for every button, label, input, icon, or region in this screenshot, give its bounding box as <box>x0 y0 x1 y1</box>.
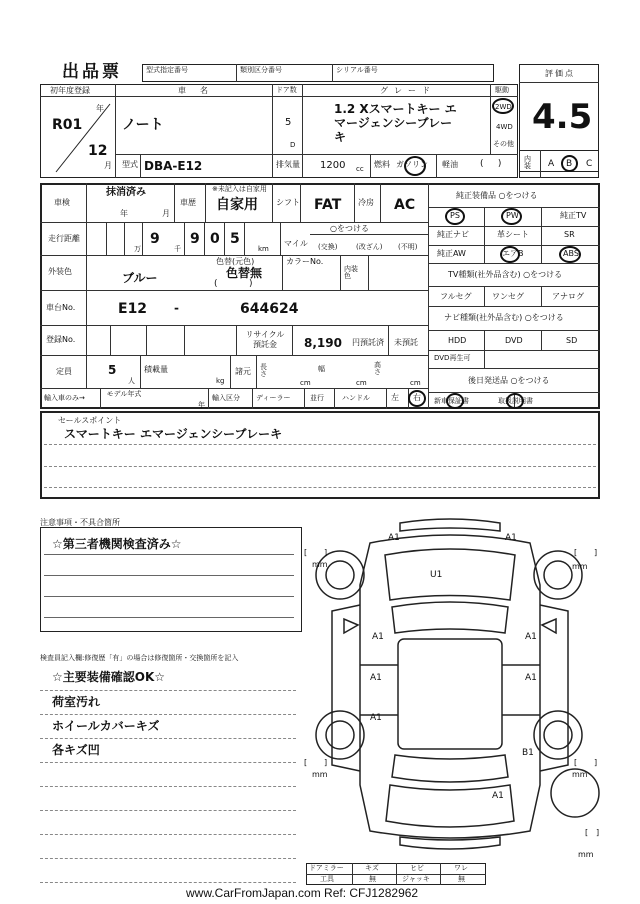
mark-left-front-door: A1 <box>372 632 384 642</box>
svg-text:[: [ <box>574 548 578 557</box>
svg-text:]: ] <box>594 548 598 557</box>
drive-other: その他 <box>493 140 514 148</box>
parallel-label: 並行 <box>310 394 324 402</box>
interior-a: A <box>548 159 555 169</box>
legend-crack: ヒビ <box>410 864 424 872</box>
mark-front-bumper-right: A1 <box>505 533 517 543</box>
model-label: 型式 <box>122 160 138 169</box>
mm-rear-right: mm <box>572 770 588 779</box>
history-label: 車歴 <box>180 198 196 207</box>
mark-left-rear-fender: A1 <box>370 713 382 723</box>
shift-label: シフト <box>276 198 300 207</box>
later-warranty-circle-icon <box>446 393 464 409</box>
first-reg-label: 初年度登録 <box>50 86 90 95</box>
shaken-label: 車検 <box>54 198 70 207</box>
mark-left-rear-door: A1 <box>370 673 382 683</box>
inspector-label: 検査員記入欄:修復歴「有」の場合は修復箇所・交換箇所を記入 <box>40 654 239 662</box>
tv-analog: アナログ <box>552 292 584 301</box>
type-cert-label: 型式指定番号 <box>146 66 188 74</box>
history-note: ※未記入は自家用 <box>212 185 267 193</box>
inspector-line-2: 荷室汚れ <box>52 695 101 709</box>
fuel-circle-icon <box>404 156 426 176</box>
notes-label: 注意事項・不具合箇所 <box>40 518 120 527</box>
model-year-label: モデル年式 <box>106 390 142 398</box>
width-cm-unit: cm <box>356 379 367 387</box>
body-outline-shape <box>360 535 540 838</box>
light-oil-label: 軽油 <box>442 160 458 169</box>
mm-rear-left: mm <box>312 770 328 779</box>
navi-dvd: DVD <box>505 336 523 345</box>
drive-4wd: 4WD <box>496 123 513 131</box>
equip-tv: 純正TV <box>560 211 587 220</box>
int-color-label: 内装色 <box>344 265 358 280</box>
shaken-value: 抹消済み <box>106 187 146 198</box>
person-unit: 人 <box>128 377 135 385</box>
legend-tool: 工具 <box>320 875 334 883</box>
color-no-label: カラーNo. <box>286 257 324 266</box>
right-label: 右 <box>413 393 421 402</box>
cooling-value: AC <box>394 197 416 213</box>
mm-spare: mm <box>578 850 594 859</box>
later-title: 後日発送品 ○をつける <box>468 376 550 385</box>
equip-aw: 純正AW <box>437 249 466 258</box>
mark-hood: U1 <box>430 570 443 580</box>
equip-ps-circle-icon <box>445 208 465 225</box>
right-side-shape <box>540 605 568 771</box>
mileage-digit-2: 9 <box>190 231 200 247</box>
chassis-label: 車台No. <box>46 303 76 312</box>
page-title: 出品票 <box>62 62 122 82</box>
model-value: DBA-E12 <box>144 159 203 173</box>
fuel-value: ガソリン <box>396 160 428 169</box>
mileage-label: 走行距離 <box>48 234 80 243</box>
later-warranty: 新車保証書 <box>434 397 469 405</box>
interior-c: C <box>586 159 593 169</box>
svg-text:[: [ <box>585 828 589 837</box>
windshield-shape <box>392 602 508 633</box>
import-label: 輸入車のみ→ <box>44 394 85 402</box>
inspector-line-1: ☆主要装備確認OK☆ <box>52 670 166 684</box>
import-type-label: 輸入区分 <box>212 394 240 402</box>
eval-label: 評価点 <box>545 69 575 78</box>
later-manual-circle-icon <box>506 393 524 409</box>
mm-front-right: mm <box>572 562 588 571</box>
mile-label: マイル <box>284 239 308 248</box>
car-name: ノート <box>122 117 164 133</box>
km-unit: km <box>258 245 269 253</box>
year-unit: 年 <box>96 104 104 113</box>
equip-ps: PS <box>450 211 460 220</box>
roof-shape <box>398 639 502 749</box>
kg-unit: kg <box>216 377 225 385</box>
man-unit: 万 <box>134 245 141 253</box>
mm-front-left: mm <box>312 560 328 569</box>
wheel-rear-right-icon <box>534 711 582 759</box>
wheel-front-left-icon <box>316 551 364 599</box>
class-label: 類別区分番号 <box>240 66 282 74</box>
chassis-number: 644624 <box>240 301 299 317</box>
header-id-row <box>142 64 494 82</box>
wheel-rear-left-icon <box>316 711 364 759</box>
svg-text:[: [ <box>304 548 308 557</box>
equip-airbag: エアB <box>502 249 524 258</box>
exchange-label: (交換) <box>318 243 338 251</box>
left-mirror-shape <box>344 619 358 633</box>
sales-point-label: セールスポイント <box>58 416 122 425</box>
svg-text:]: ] <box>324 548 328 557</box>
tv-title: TV種類(社外品含む) ○をつける <box>448 270 563 279</box>
reg-no-label: 登録No. <box>46 335 76 344</box>
eval-score: 4.5 <box>532 97 593 137</box>
interior-label: 内装 <box>524 155 531 170</box>
mark-front-bumper-left: A1 <box>388 533 400 543</box>
legend-tool-value: 無 <box>369 875 376 883</box>
grade-line-1: 1.2 Xスマートキー エ <box>334 102 457 116</box>
interior-b-circle-icon <box>561 155 578 172</box>
drive-2wd-circle-icon <box>492 98 514 114</box>
fuel-label: 燃料 <box>374 160 390 169</box>
color-value: ブルー <box>122 271 158 285</box>
equip-pw: PW <box>506 211 519 220</box>
length-label: 長さ <box>260 363 267 378</box>
recycle-unpaid: 未預託 <box>394 338 418 347</box>
grade-line-2: マージェンシーブレー <box>334 116 453 130</box>
unknown-label: (不明) <box>398 243 418 251</box>
mileage-digit-1: 9 <box>150 231 160 247</box>
reg-era: R01 <box>52 117 83 133</box>
recycle-amount: 8,190 <box>304 336 342 350</box>
history-value: 自家用 <box>216 197 258 213</box>
legend-scratch: キズ <box>365 864 379 872</box>
equip-abs-circle-icon <box>559 246 581 263</box>
equip-leather: 革シート <box>497 230 529 239</box>
color-label: 外装色 <box>48 267 72 276</box>
sales-point-text: スマートキー エマージェンシーブレーキ <box>64 427 283 441</box>
mark-rear-bumper: A1 <box>492 791 504 801</box>
light-oil-paren: ( ) <box>480 159 502 169</box>
mileage-digit-4: 5 <box>230 231 240 247</box>
left-side-shape <box>332 605 360 771</box>
dims-label: 諸元 <box>235 367 251 376</box>
rear-bumper-shape <box>400 837 500 849</box>
svg-text:]: ] <box>594 758 598 767</box>
shaken-year: 年 <box>120 209 128 218</box>
reg-date-slash-icon <box>52 100 112 176</box>
svg-text:[: [ <box>574 758 578 767</box>
height-label: 高さ <box>374 361 381 376</box>
rear-glass-shape <box>392 755 508 782</box>
height-cm-unit: cm <box>410 379 421 387</box>
footer-ref[interactable]: www.CarFromJapan.com Ref: CFJ1282962 <box>186 886 419 900</box>
grade-label: グレード <box>380 86 436 95</box>
repaint-paren: ( ) <box>214 279 253 289</box>
drive-label: 駆動 <box>495 86 509 94</box>
displacement-label: 排気量 <box>276 160 300 169</box>
hood-shape <box>385 549 515 600</box>
recycle-label: リサイクル預託金 <box>245 330 285 349</box>
equip-navi: 純正ナビ <box>437 230 469 239</box>
month-unit: 月 <box>104 161 112 170</box>
svg-text:]: ] <box>596 828 600 837</box>
car-damage-diagram <box>300 515 610 870</box>
dvd-playback-label: DVD再生可 <box>434 354 471 362</box>
chassis-dash: - <box>174 301 179 315</box>
shift-value: FAT <box>314 197 342 213</box>
legend-mirror: ドアミラー <box>309 864 344 872</box>
mileage-digit-3: 0 <box>210 231 220 247</box>
drive-2wd: 2WD <box>495 103 512 111</box>
svg-text:]: ] <box>324 758 328 767</box>
right-mirror-shape <box>542 619 556 633</box>
right-handle-circle-icon <box>408 390 426 407</box>
tv-oneseg: ワンセグ <box>492 292 524 301</box>
mark-right-rear-fender: B1 <box>522 748 534 758</box>
grade-line-3: キ <box>334 130 347 144</box>
equip-sr: SR <box>564 230 575 239</box>
width-label: 幅 <box>318 365 325 373</box>
chassis-prefix: E12 <box>118 301 148 317</box>
svg-text:[: [ <box>304 758 308 767</box>
load-label: 積載量 <box>144 365 168 374</box>
equipment-title: 純正装備品 ○をつける <box>456 191 538 200</box>
sen-unit: 千 <box>174 245 181 253</box>
repaint-value: 色替無 <box>226 266 263 280</box>
doors-value: 5 <box>285 117 292 128</box>
serial-label: シリアル番号 <box>336 66 378 74</box>
equip-airbag-circle-icon <box>500 246 520 263</box>
mark-right-rear-door: A1 <box>525 673 537 683</box>
inspector-line-4: 各キズ凹 <box>52 743 100 757</box>
notes-line-1: ☆第三者機関検査済み☆ <box>52 537 182 551</box>
handle-label: ハンドル <box>342 394 370 402</box>
legend-jack-value: 無 <box>458 875 465 883</box>
interior-b: B <box>566 159 573 169</box>
cc-unit: cc <box>356 165 364 173</box>
navi-title: ナビ種類(社外品含む) ○をつける <box>444 313 564 322</box>
shaken-month: 月 <box>162 209 170 218</box>
sales-point-box <box>40 411 600 499</box>
legend-break: ワレ <box>454 864 468 872</box>
equip-abs: ABS <box>563 249 579 258</box>
model-year-unit: 年 <box>198 401 205 409</box>
displacement-value: 1200 <box>320 160 346 171</box>
repaint-label: 色替(元色) <box>216 257 255 266</box>
capacity-label: 定員 <box>56 367 72 376</box>
cooling-label: 冷房 <box>358 198 374 207</box>
wheel-front-right-icon <box>534 551 582 599</box>
dealer-label: ディーラー <box>256 394 291 402</box>
recycle-unit: 円預託済 <box>352 338 384 347</box>
reg-month: 12 <box>88 143 108 159</box>
mark-right-front-door: A1 <box>525 632 537 642</box>
equip-pw-circle-icon <box>501 208 522 225</box>
left-label: 左 <box>391 393 399 402</box>
doors-suffix: D <box>290 141 296 149</box>
capacity-value: 5 <box>108 363 117 377</box>
tv-fullseg: フルセグ <box>440 292 472 301</box>
later-manual: 取扱説明書 <box>498 397 533 405</box>
car-name-label: 車名 <box>178 86 222 95</box>
circle-note: ○をつける <box>330 224 369 233</box>
inspector-line-3: ホイールカバーキズ <box>52 719 160 733</box>
length-cm-unit: cm <box>300 379 311 387</box>
modified-label: (改ざん) <box>356 243 383 251</box>
navi-sd: SD <box>566 336 578 345</box>
doors-label: ドア数 <box>276 86 297 94</box>
front-bumper-shape <box>400 519 500 531</box>
navi-hdd: HDD <box>448 336 467 345</box>
legend-jack: ジャッキ <box>402 875 430 883</box>
